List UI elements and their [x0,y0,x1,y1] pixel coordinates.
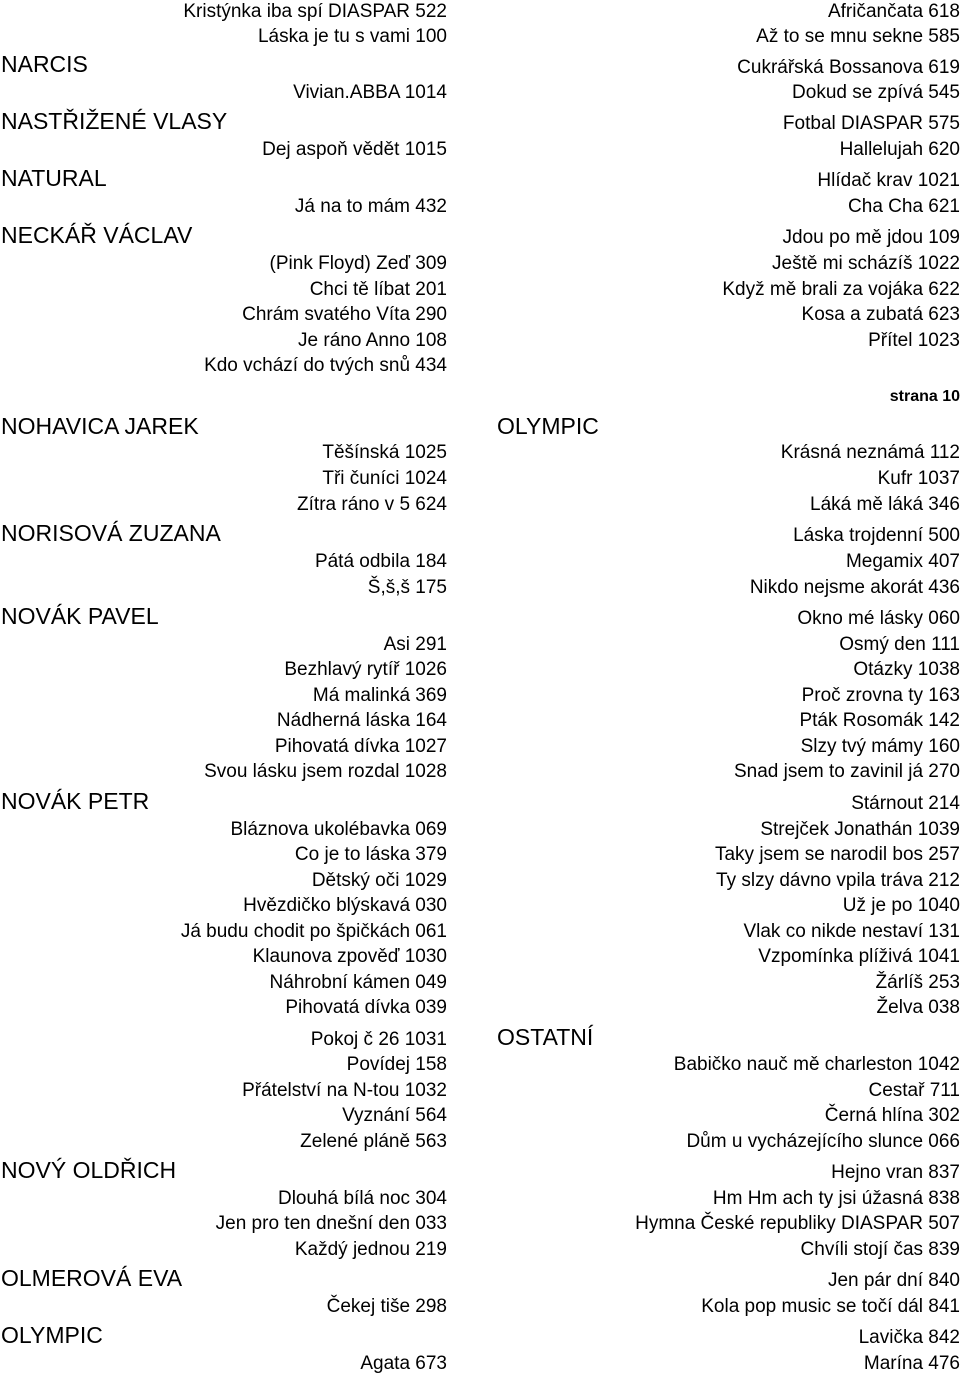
song-entry: Pihovatá dívka 039 [285,997,447,1018]
song-entry: Snad jsem to zavinil já 270 [733,761,960,782]
song-entry: Čekej tiše 298 [326,1296,447,1317]
song-entry: Proč zrovna ty 163 [801,685,960,706]
song-entry: Kdo vchází do tvých snů 434 [204,355,447,376]
song-entry: Já na to mám 432 [294,196,447,217]
song-entry: Marína 476 [863,1353,960,1374]
song-entry: Osmý den 111 [839,634,960,655]
song-entry: Chci tě líbat 201 [309,279,447,300]
song-entry: Náhrobní kámen 049 [269,972,447,993]
song-entry: Povídej 158 [346,1054,447,1075]
song-entry: Žárlíš 253 [875,972,960,993]
song-entry: Fotbal DIASPAR 575 [782,113,960,134]
song-entry: Hejno vran 837 [831,1162,960,1183]
song-entry: Hymna České republiky DIASPAR 507 [635,1213,960,1234]
song-entry: Svou lásku jsem rozdal 1028 [204,761,447,782]
artist-heading: NOHAVICA JAREK [1,413,199,439]
artist-heading: NORISOVÁ ZUZANA [1,520,221,546]
artist-heading: OLMEROVÁ EVA [1,1265,183,1291]
song-entry: Přátelství na N-tou 1032 [242,1080,447,1101]
song-entry: Chrám svatého Víta 290 [242,304,447,325]
song-entry: Kristýnka iba spí DIASPAR 522 [183,1,447,22]
song-entry: Slzy tvý mámy 160 [800,736,960,757]
song-entry: Kufr 1037 [877,468,960,489]
song-entry: Až to se mnu sekne 585 [756,26,960,47]
song-entry: Otázky 1038 [853,659,960,680]
song-entry: Kola pop music se točí dál 841 [701,1296,960,1317]
song-entry: Hvězdičko blýskavá 030 [243,895,447,916]
artist-heading: NOVÁK PAVEL [1,603,159,629]
song-entry: Pátá odbila 184 [314,551,447,572]
song-entry: Tři čuníci 1024 [322,468,447,489]
song-entry: Pihovatá dívka 1027 [274,736,447,757]
song-entry: Klaunova zpověď 1030 [252,946,447,967]
song-entry: Pokoj č 26 1031 [310,1029,447,1050]
song-entry: Kosa a zubatá 623 [801,304,960,325]
song-entry: Chvíli stojí čas 839 [800,1239,960,1260]
song-entry: Láska trojdenní 500 [793,525,960,546]
song-entry: Bezhlavý rytíř 1026 [284,659,447,680]
song-entry: Megamix 407 [845,551,960,572]
song-entry: Cukrářská Bossanova 619 [737,57,960,78]
artist-heading: NECKÁŘ VÁCLAV [1,222,193,248]
song-entry: Hm Hm ach ty jsi úžasná 838 [712,1188,960,1209]
song-entry: Lavička 842 [858,1327,960,1348]
song-entry: Černá hlína 302 [824,1105,960,1126]
artist-heading: OLYMPIC [1,1322,103,1348]
song-entry: Já budu chodit po špičkách 061 [180,921,447,942]
song-entry: Těšínská 1025 [322,442,447,463]
song-entry: Afričančata 618 [827,1,960,22]
song-entry: Když mě brali za vojáka 622 [722,279,960,300]
song-entry: Už je po 1040 [842,895,960,916]
song-entry: Jen pár dní 840 [827,1270,960,1291]
song-entry: Vivian.ABBA 1014 [293,82,447,103]
song-entry: Vyznání 564 [342,1105,447,1126]
artist-heading: NATURAL [1,165,107,191]
song-entry: Asi 291 [383,634,447,655]
artist-heading: OSTATNÍ [497,1024,594,1050]
song-entry: Cestař 711 [868,1080,960,1101]
song-entry: Dlouhá bílá noc 304 [277,1188,447,1209]
artist-heading: NOVÁK PETR [1,788,150,814]
song-entry: Láska je tu s vami 100 [257,26,447,47]
song-entry: (Pink Floyd) Zeď 309 [269,253,447,274]
song-entry: Jen pro ten dnešní den 033 [215,1213,447,1234]
song-entry: Nádherná láska 164 [276,710,447,731]
artist-heading: NASTŘIŽENÉ VLASY [1,108,228,134]
song-entry: Bláznova ukolébavka 069 [230,819,447,840]
song-entry: Pták Rosomák 142 [799,710,960,731]
song-entry: Cha Cha 621 [848,196,960,217]
song-entry: Dej aspoň vědět 1015 [262,139,447,160]
song-entry: Dokud se zpívá 545 [792,82,960,103]
artist-heading: NARCIS [1,51,88,77]
song-entry: Má malinká 369 [312,685,447,706]
song-entry: Ještě mi scházíš 1022 [772,253,960,274]
song-entry: Želva 038 [876,997,960,1018]
song-entry: Nikdo nejsme akorát 436 [749,577,960,598]
song-entry: Taky jsem se narodil bos 257 [714,844,960,865]
song-entry: Ty slzy dávno vpila tráva 212 [716,870,960,891]
song-entry: Je ráno Anno 108 [298,330,447,351]
song-entry: Krásná neznámá 112 [780,442,960,463]
song-entry: Hallelujah 620 [839,139,960,160]
artist-heading: OLYMPIC [497,413,599,439]
song-entry: Š,š,š 175 [367,577,447,598]
song-entry: Babičko nauč mě charleston 1042 [673,1054,960,1075]
song-entry: Dětský oči 1029 [311,870,447,891]
song-entry: Stárnout 214 [851,793,960,814]
song-entry: Strejček Jonathán 1039 [760,819,960,840]
song-entry: Vlak co nikde nestaví 131 [743,921,960,942]
song-entry: Okno mé lásky 060 [797,608,960,629]
song-entry: Zelené pláně 563 [300,1131,447,1152]
page-number: strana 10 [889,388,960,405]
song-entry: Zítra ráno v 5 624 [297,494,447,515]
song-entry: Láká mě láká 346 [810,494,960,515]
artist-heading: NOVÝ OLDŘICH [1,1157,177,1183]
song-entry: Vzpomínka plíživá 1041 [758,946,960,967]
song-entry: Co je to láska 379 [294,844,447,865]
song-entry: Jdou po mě jdou 109 [782,227,960,248]
song-entry: Hlídač krav 1021 [817,170,960,191]
song-entry: Každý jednou 219 [294,1239,447,1260]
song-entry: Přítel 1023 [868,330,960,351]
song-entry: Agata 673 [360,1353,447,1374]
song-entry: Dům u vycházejícího slunce 066 [686,1131,960,1152]
